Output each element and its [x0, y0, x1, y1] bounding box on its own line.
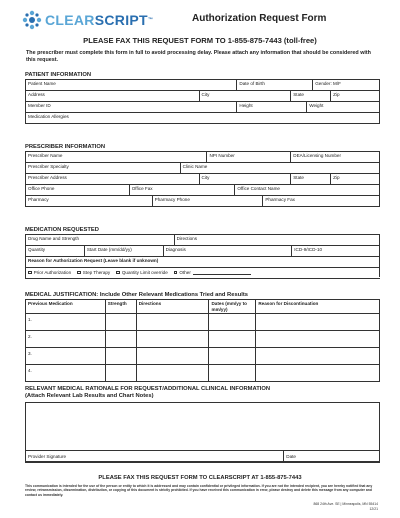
row-number: 1.	[26, 314, 106, 330]
row-number: 3.	[26, 348, 106, 364]
other-reason-input-line[interactable]	[193, 271, 251, 275]
table-row[interactable]	[26, 314, 380, 331]
col-strength: Strength	[106, 300, 137, 313]
col-dates: Dates (mm/yy to mm/yy)	[209, 300, 256, 313]
reason-label-step-therapy: Step Therapy	[82, 270, 111, 275]
clearscript-logo	[22, 10, 153, 30]
reason-label-quantity-limit: Quantity Limit override	[121, 270, 168, 275]
npi-number-field[interactable]: NPI Number	[207, 152, 291, 162]
table-row[interactable]	[26, 348, 380, 365]
dates-cell[interactable]	[209, 365, 256, 381]
fax-instruction-bottom: PLEASE FAX THIS REQUEST FORM TO CLEARSCRIPT AT 1-855-875-7443	[98, 475, 302, 481]
row-number: 2.	[26, 331, 106, 347]
justification-section-title: MEDICAL JUSTIFICATION: Include Other Relevant Medications Tried and Results	[25, 292, 248, 298]
office-contact-field[interactable]: Office Contact Name	[235, 185, 380, 195]
quantity-field[interactable]: Quantity	[26, 246, 85, 256]
reason-cell[interactable]	[256, 331, 380, 347]
diagnosis-field[interactable]: Diagnosis	[164, 246, 293, 256]
directions-cell[interactable]	[137, 365, 210, 381]
pharmacy-field[interactable]: Pharmacy	[26, 196, 153, 206]
strength-cell[interactable]	[106, 365, 137, 381]
logo-wordmark	[45, 10, 153, 30]
patient-state-field[interactable]: State	[291, 91, 331, 101]
checkbox-icon[interactable]	[116, 271, 120, 275]
col-directions: Directions	[137, 300, 210, 313]
rationale-section-title: RELEVANT MEDICAL RATIONALE FOR REQUEST/ADDITIONAL CLINICAL INFORMATION	[25, 386, 271, 392]
dates-cell[interactable]	[209, 331, 256, 347]
clinic-name-field[interactable]: Clinic Name	[181, 163, 380, 173]
patient-city-field[interactable]: City	[200, 91, 292, 101]
prescriber-section-title: PRESCRIBER INFORMATION	[25, 144, 106, 150]
strength-cell[interactable]	[106, 314, 137, 330]
reason-checkboxes	[26, 268, 380, 277]
checkbox-icon[interactable]	[28, 271, 32, 275]
prescriber-city-field[interactable]: City	[200, 174, 292, 184]
date-of-birth-field[interactable]: Date of Birth	[237, 80, 313, 90]
prescriber-specialty-field[interactable]: Prescriber Specialty	[26, 163, 181, 173]
start-date-field[interactable]: Start Date (mm/dd/yy)	[85, 246, 164, 256]
office-fax-field[interactable]: Office Fax	[130, 185, 236, 195]
clearscript-logo-icon	[22, 10, 42, 30]
office-phone-field[interactable]: Office Phone	[26, 185, 130, 195]
step-therapy-option[interactable]	[77, 270, 110, 275]
pharmacy-fax-field[interactable]: Pharmacy Fax	[263, 196, 380, 206]
confidentiality-disclaimer: This communication is intended for the use of the person or entity to which it is addressed and may contain confidential or privileged information. If you are not the intended recipient, you are hereby notified that any review, retransmission, dissemination, distribution, or copying of this document is strictly prohibited. If you have received this communication in error, please destroy and delete this message from any computer and contact us immediately.	[25, 484, 373, 497]
table-row[interactable]	[26, 365, 380, 382]
provider-signature-field[interactable]: Provider Signature	[26, 451, 284, 462]
reason-label: Reason for Authorization Request (Leave blank if unknown)	[26, 257, 380, 267]
quantity-limit-option[interactable]	[116, 270, 168, 275]
weight-field[interactable]: Weight	[307, 102, 380, 112]
rationale-section-subtitle: (Attach Relevant Lab Results and Chart Notes)	[25, 393, 154, 399]
dates-cell[interactable]	[209, 348, 256, 364]
pharmacy-phone-field[interactable]: Pharmacy Phone	[153, 196, 264, 206]
patient-name-field[interactable]: Patient Name	[26, 80, 237, 90]
strength-cell[interactable]	[106, 331, 137, 347]
other-reason-option[interactable]	[174, 270, 251, 275]
company-address	[313, 502, 378, 512]
reason-label-prior-auth: Prior Authorization	[33, 270, 72, 275]
directions-field[interactable]: Directions	[175, 235, 380, 245]
reason-cell[interactable]	[256, 314, 380, 330]
logo-tm: ™	[147, 17, 154, 23]
height-field[interactable]: Height	[237, 102, 307, 112]
icd-code-field[interactable]: ICD-9/ICD-10	[292, 246, 380, 256]
strength-cell[interactable]	[106, 348, 137, 364]
form-title: Authorization Request Form	[192, 13, 327, 24]
patient-section-title: PATIENT INFORMATION	[25, 72, 92, 78]
medication-grid	[25, 234, 380, 279]
dea-licensing-field[interactable]: DEA/Licensing Number	[291, 152, 380, 162]
patient-zip-field[interactable]: Zip	[331, 91, 380, 101]
signature-row	[25, 450, 380, 463]
row-number: 4.	[26, 365, 106, 381]
medication-allergies-field[interactable]: Medication Allergies	[26, 113, 380, 123]
drug-name-field[interactable]: Drug Name and Strength	[26, 235, 175, 245]
prescriber-name-field[interactable]: Prescriber Name	[26, 152, 207, 162]
col-previous-medication: Previous Medication	[26, 300, 106, 313]
prescriber-state-field[interactable]: State	[291, 174, 331, 184]
reason-label-other: Other	[179, 270, 191, 275]
checkbox-icon[interactable]	[174, 271, 178, 275]
prescriber-address-field[interactable]: Prescriber Address	[26, 174, 200, 184]
col-reason-discontinuation: Reason for Discontinuation	[256, 300, 380, 313]
prior-authorization-option[interactable]	[28, 270, 71, 275]
fax-instruction-top: PLEASE FAX THIS REQUEST FORM TO 1-855-875-7443 (toll-free)	[83, 36, 317, 45]
directions-cell[interactable]	[137, 348, 210, 364]
prescriber-zip-field[interactable]: Zip	[331, 174, 380, 184]
revision-date: 12/21	[369, 507, 378, 511]
justification-table	[25, 299, 380, 382]
logo-script: SCRIPT	[94, 12, 148, 28]
header	[22, 10, 382, 32]
reason-cell[interactable]	[256, 365, 380, 381]
signature-date-field[interactable]: Date	[284, 451, 380, 462]
patient-address-field[interactable]: Address	[26, 91, 200, 101]
gender-field[interactable]: Gender: M/F	[313, 80, 380, 90]
checkbox-icon[interactable]	[77, 271, 81, 275]
prescriber-instructions: The prescriber must complete this form in full to avoid processing delay. Please attach any information that should be considered with this request.	[26, 50, 371, 64]
prescriber-info-grid	[25, 151, 380, 207]
address-line: 868 24th Ave. SE | Minneapolis, MN 55414	[313, 502, 378, 506]
table-row[interactable]	[26, 331, 380, 348]
member-id-field[interactable]: Member ID	[26, 102, 237, 112]
directions-cell[interactable]	[137, 314, 210, 330]
logo-clear: CLEAR	[45, 12, 95, 28]
directions-cell[interactable]	[137, 331, 210, 347]
dates-cell[interactable]	[209, 314, 256, 330]
medication-section-title: MEDICATION REQUESTED	[25, 227, 99, 233]
patient-info-grid	[25, 79, 380, 124]
reason-cell[interactable]	[256, 348, 380, 364]
